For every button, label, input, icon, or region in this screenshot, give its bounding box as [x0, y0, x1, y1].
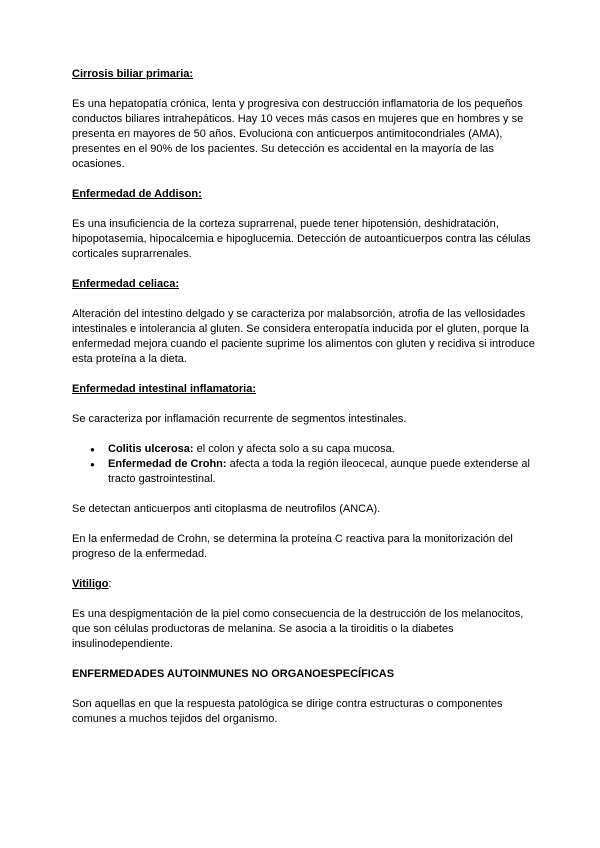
paragraph-cirrosis: Es una hepatopatía crónica, lenta y progresiva con destrucción inflamatoria de los pequeños conductos biliares intrahepáticos. Hay 10 veces más casos en mujeres que en hombres y se presenta en mayores de 50 años. Evoluciona con anticuerpos antimitocondriales (AMA), presentes en el 90% de los pacientes. Su detección es accidental en la mayoría de las ocasiones. [72, 98, 524, 170]
heading-celiaca: Enfermedad celiaca: [72, 278, 179, 290]
bullet-list [72, 442, 538, 487]
heading-vitiligo-colon: : [108, 578, 112, 590]
heading-vitiligo [72, 577, 538, 592]
heading-addison: Enfermedad de Addison: [72, 188, 202, 200]
bullet-text: el colon y afecta solo a su capa mucosa. [193, 443, 395, 455]
bullet-item-colitis [108, 442, 538, 457]
paragraph-intestinal: Se caracteriza por inflamación recurrente de segmentos intestinales. [72, 413, 407, 425]
paragraph-no-organoespecificas: Son aquellas en que la respuesta patológica se dirige contra estructuras o componentes comunes a muchos tejidos del organismo. [72, 698, 503, 725]
heading-intestinal: Enfermedad intestinal inflamatoria: [72, 383, 256, 395]
bullet-text: afecta a toda la región ileocecal, aunque puede extenderse al tracto gastrointestinal. [108, 458, 530, 485]
paragraph-vitiligo: Es una despigmentación de la piel como consecuencia de la destrucción de los melanocitos, que son células productoras de melanina. Se asocia a la tiroiditis o la diabetes insulinodependiente. [72, 608, 524, 650]
bullet-item-crohn [108, 457, 538, 487]
paragraph-celiaca: Alteración del intestino delgado y se caracteriza por malabsorción, atrofia de las vellosidades intestinales e intolerancia al gluten. Se considera enteropatía inducida por el gluten, porque la enfermedad mejora cuando el paciente suprime los alimentos con gluten y recidiva si introduce esta proteína a la dieta. [72, 308, 535, 365]
bullet-term: Colitis ulcerosa: [108, 443, 194, 455]
paragraph-addison: Es una insuficiencia de la corteza suprarrenal, puede tener hipotensión, deshidratación, hipopotasemia, hipocalcemia e hipoglucemia. Detección de autoanticuerpos contra las células corticales suprarrenales. [72, 218, 531, 260]
heading-no-organoespecificas: ENFERMEDADES AUTOINMUNES NO ORGANOESPECÍFICAS [72, 668, 395, 680]
heading-vitiligo-text: Vitiligo [72, 578, 109, 590]
heading-cirrosis: Cirrosis biliar primaria: [72, 68, 194, 80]
paragraph-anca: Se detectan anticuerpos anti citoplasma de neutrofilos (ANCA). [72, 503, 381, 515]
bullet-term: Enfermedad de Crohn: [108, 458, 227, 470]
paragraph-crohn-pcr: En la enfermedad de Crohn, se determina la proteína C reactiva para la monitorización del progreso de la enfermedad. [72, 533, 513, 560]
